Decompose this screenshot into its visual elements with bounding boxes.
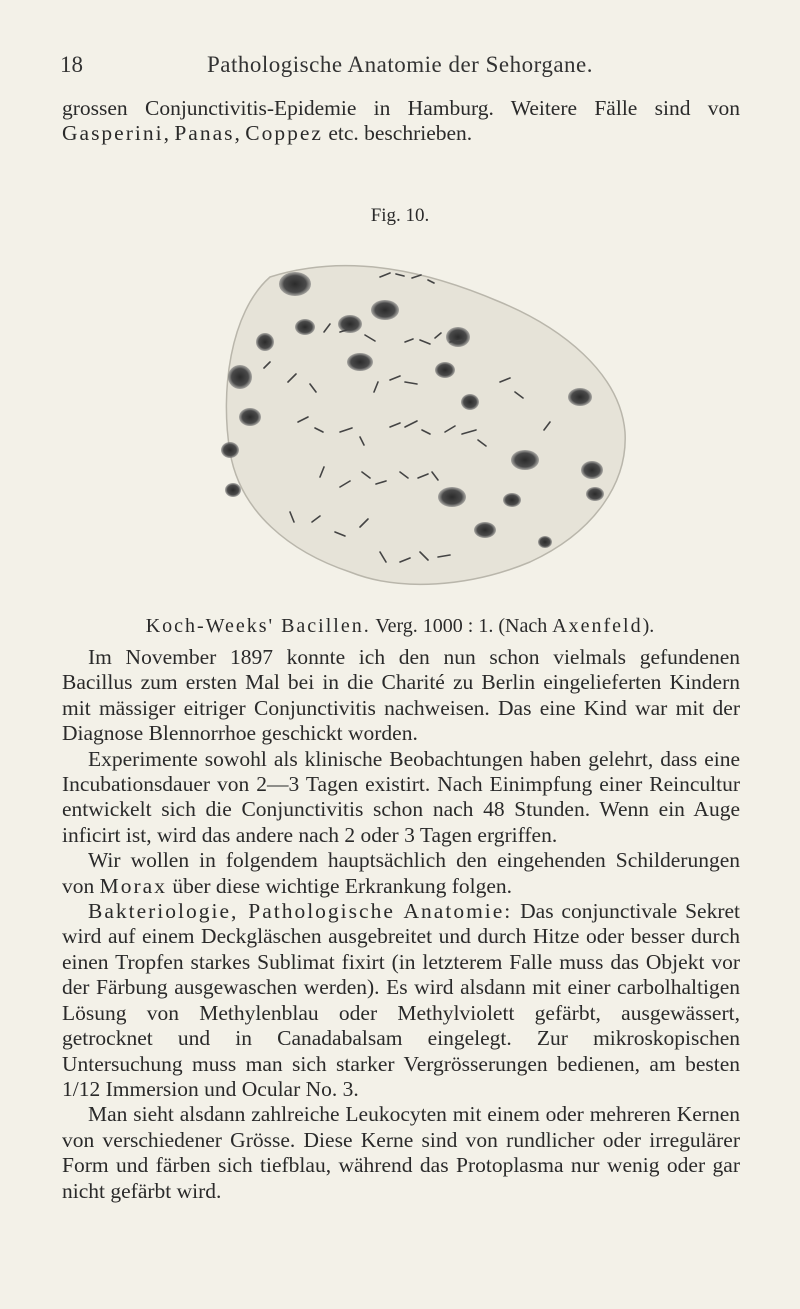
bacilli-illustration bbox=[200, 232, 640, 612]
paragraph-leukocytes: Man sieht alsdann zahlreiche Leukocyten mit einem oder mehreren Kernen von verschiedener Grösse. Diese Kerne sind von rundlicher oder irregulärer Form und färben sich tiefblau, während das Protoplasma nur wenig oder gar nicht gefärbt wird. bbox=[62, 1102, 740, 1203]
figure-label: Fig. 10. bbox=[370, 205, 430, 226]
author-panas: Panas bbox=[174, 121, 235, 146]
page-number: 18 bbox=[60, 52, 83, 77]
intro-paragraph: grossen Conjunctivitis-Epidemie in Hamburg. Weitere Fälle sind von Gasperini, Panas, Coppez etc. beschrieben. bbox=[62, 96, 740, 146]
section-heading: Bakteriologie, Pathologische Anatomie: bbox=[88, 899, 513, 924]
paragraph-incubation: Experimente sowohl als klinische Beobachtungen haben gelehrt, dass eine Incubationsdauer von 2—3 Tagen existirt. Nach Einimpfung einer Reincultur entwickelt sich die Conjunctivitis schon nach 48 Stunden. Wenn ein Auge inficirt ist, wird das andere nach 2 oder 3 Tagen ergriffen. bbox=[62, 746, 740, 847]
figure-caption: Koch-Weeks' Bacillen. Verg. 1000 : 1. (Nach Axenfeld). bbox=[145, 615, 655, 637]
author-coppez: Coppez bbox=[245, 121, 323, 146]
running-title: Pathologische Anatomie der Sehorgane. bbox=[207, 52, 593, 77]
paragraph-morax: Wir wollen in folgendem hauptsächlich den eingehenden Schilderungen von Morax über diese wichtige Erkrankung folgen. bbox=[62, 848, 740, 898]
paragraph-observation: Im November 1897 konnte ich den nun schon vielmals gefundenen Bacillus zum ersten Mal bei in die Charité zu Berlin eingelieferten Kindern mit mässiger eitriger Conjunctivitis nachweisen. Das eine Kind war mit der Diagnose Blennorrhoe geschickt worden. bbox=[62, 645, 740, 746]
author-gasperini: Gasperini bbox=[62, 121, 164, 146]
caption-magnification: Verg. 1000 : 1. bbox=[375, 615, 494, 637]
paragraph-bacteriology: Bakteriologie, Pathologische Anatomie: Das conjunctivale Sekret wird auf einem Deckgläschen ausgebreitet und durch Hitze oder besser durch einen Tropfen starkes Sublimat fixirt (in letzterem Falle muss das Objekt vor der Färbung ausgewaschen werden). Es wird alsdann mit einer carbolhaltigen Lösung von Methylenblau oder Methylviolett gefärbt, ausgewässert, getrocknet und in Canadabalsam eingelegt. Zur mikroskopischen Untersuchung muss man sich starker Vergrösserungen bedienen, am besten 1/12 Immersion und Ocular No. 3. bbox=[62, 899, 740, 1101]
running-head bbox=[60, 52, 740, 82]
caption-title: Koch-Weeks' Bacillen. bbox=[145, 615, 371, 637]
author-morax: Morax bbox=[99, 873, 167, 898]
caption-source-author: Axenfeld bbox=[552, 615, 643, 637]
body-text bbox=[62, 645, 740, 1204]
fraction: 1/12 bbox=[62, 1076, 101, 1101]
